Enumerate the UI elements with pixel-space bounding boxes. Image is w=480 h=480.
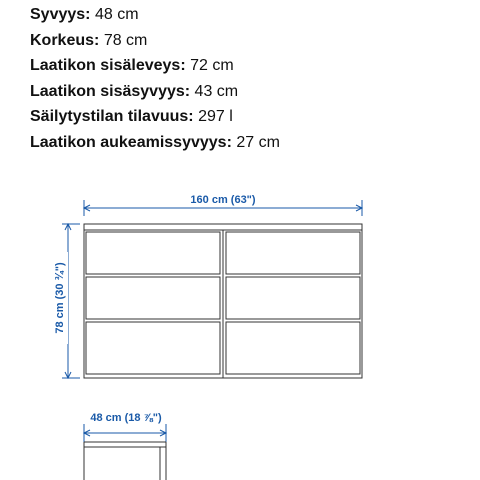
dresser-side-view [84,442,166,480]
spec-label: Laatikon aukeamissyvyys: [30,133,232,151]
height-label: 78 cm (30 ¾") [54,262,66,334]
drawer-top-left [86,232,220,274]
drawer-middle-right [226,277,360,319]
spec-value: 72 cm [190,57,234,74]
spec-label: Laatikon sisäsyvyys: [30,82,191,100]
spec-label: Säilytystilan tilavuus: [30,108,194,125]
spec-value: 78 cm [103,31,148,49]
spec-value: 297 l [198,108,233,125]
drawer-middle-left [86,277,220,319]
spec-value: 43 cm [194,82,239,100]
spec-value: 27 cm [236,133,280,151]
dresser-front-view [84,224,362,378]
drawer-top-right [226,232,360,274]
width-label: 160 cm (63") [190,194,256,206]
drawer-bottom-left [86,322,220,374]
drawer-bottom-right [226,322,360,374]
spec-label: Syvyys: [30,6,91,23]
depth-dimension [84,424,166,442]
spec-value: 48 cm [94,6,139,23]
spec-label: Laatikon sisäleveys: [30,57,186,74]
depth-label: 48 cm (18 ⅞") [90,412,162,424]
spec-label: Korkeus: [30,31,100,49]
